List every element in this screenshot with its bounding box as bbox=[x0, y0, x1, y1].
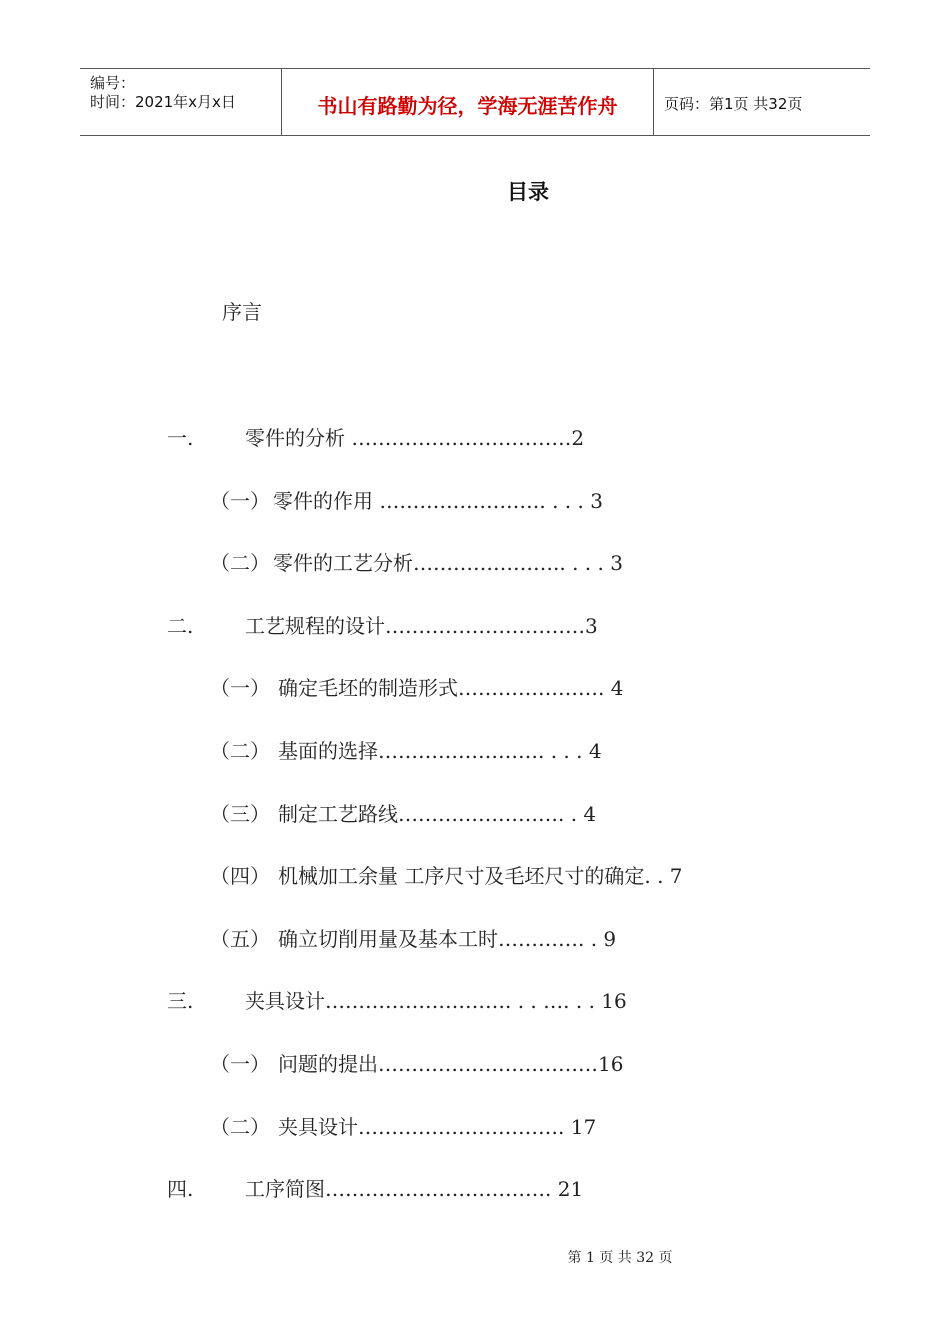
toc-entry-number: 三. bbox=[167, 989, 194, 1013]
page-header bbox=[80, 68, 870, 136]
toc-entry-number: （二） bbox=[210, 739, 270, 763]
toc-entry-number: （一） bbox=[210, 489, 270, 513]
toc-entry-number: 二. bbox=[167, 614, 194, 638]
time-label: 时间：2021年x月x日 bbox=[90, 93, 236, 111]
header-center-cell bbox=[282, 69, 654, 135]
motto: 书山有路勤为径，学海无涯苦作舟 bbox=[317, 94, 618, 118]
toc-entry-text: 确定毛坯的制造形式…………………. 4 bbox=[278, 676, 624, 700]
page-footer: 第 1 页 共 32 页 bbox=[567, 1250, 673, 1266]
toc-entry-text: 零件的分析 ……………………………2 bbox=[245, 426, 585, 450]
page-info: 页码：第1页 共32页 bbox=[664, 95, 803, 113]
toc-entry-text: 夹具设计…………………………. 17 bbox=[278, 1115, 597, 1139]
header-right-cell bbox=[654, 69, 870, 135]
serial-label: 编号： bbox=[90, 74, 136, 92]
document-title: 目录 bbox=[507, 180, 549, 204]
toc-entry-text: 零件的作用 ……………………. . . . 3 bbox=[273, 489, 603, 513]
header-left-cell bbox=[80, 69, 282, 135]
toc-entry-number: （四） bbox=[210, 864, 270, 888]
toc-entry-number: （五） bbox=[210, 927, 270, 951]
toc-entry-text: 确立切削用量及基本工时…………. . 9 bbox=[278, 927, 617, 951]
toc-entry-number: （三） bbox=[210, 802, 270, 826]
toc-entry-number: （一） bbox=[210, 1052, 270, 1076]
toc-entry-text: 工序简图……………………………. 21 bbox=[245, 1177, 584, 1201]
toc-entry-text: 工艺规程的设计…………………………3 bbox=[245, 614, 598, 638]
toc-entry-number: （二） bbox=[210, 1115, 270, 1139]
toc-entry-number: 一. bbox=[167, 426, 194, 450]
toc-entry-text: 问题的提出……………………………16 bbox=[278, 1052, 624, 1076]
toc-entry-number: （二） bbox=[210, 551, 270, 575]
toc-preface: 序言 bbox=[222, 300, 262, 324]
toc-entry-number: （一） bbox=[210, 676, 270, 700]
toc-entry-text: 零件的工艺分析………………….. . . . 3 bbox=[273, 551, 623, 575]
toc-entry-text: 制定工艺路线……………………. . 4 bbox=[278, 802, 597, 826]
toc-entry-text: 基面的选择……………………. . . . 4 bbox=[278, 739, 602, 763]
toc-entry-text: 夹具设计………………………. . . …. . . 16 bbox=[245, 989, 627, 1013]
toc-entry-text: 机械加工余量 工序尺寸及毛坯尺寸的确定. . 7 bbox=[278, 864, 683, 888]
toc-entry-number: 四. bbox=[167, 1177, 194, 1201]
